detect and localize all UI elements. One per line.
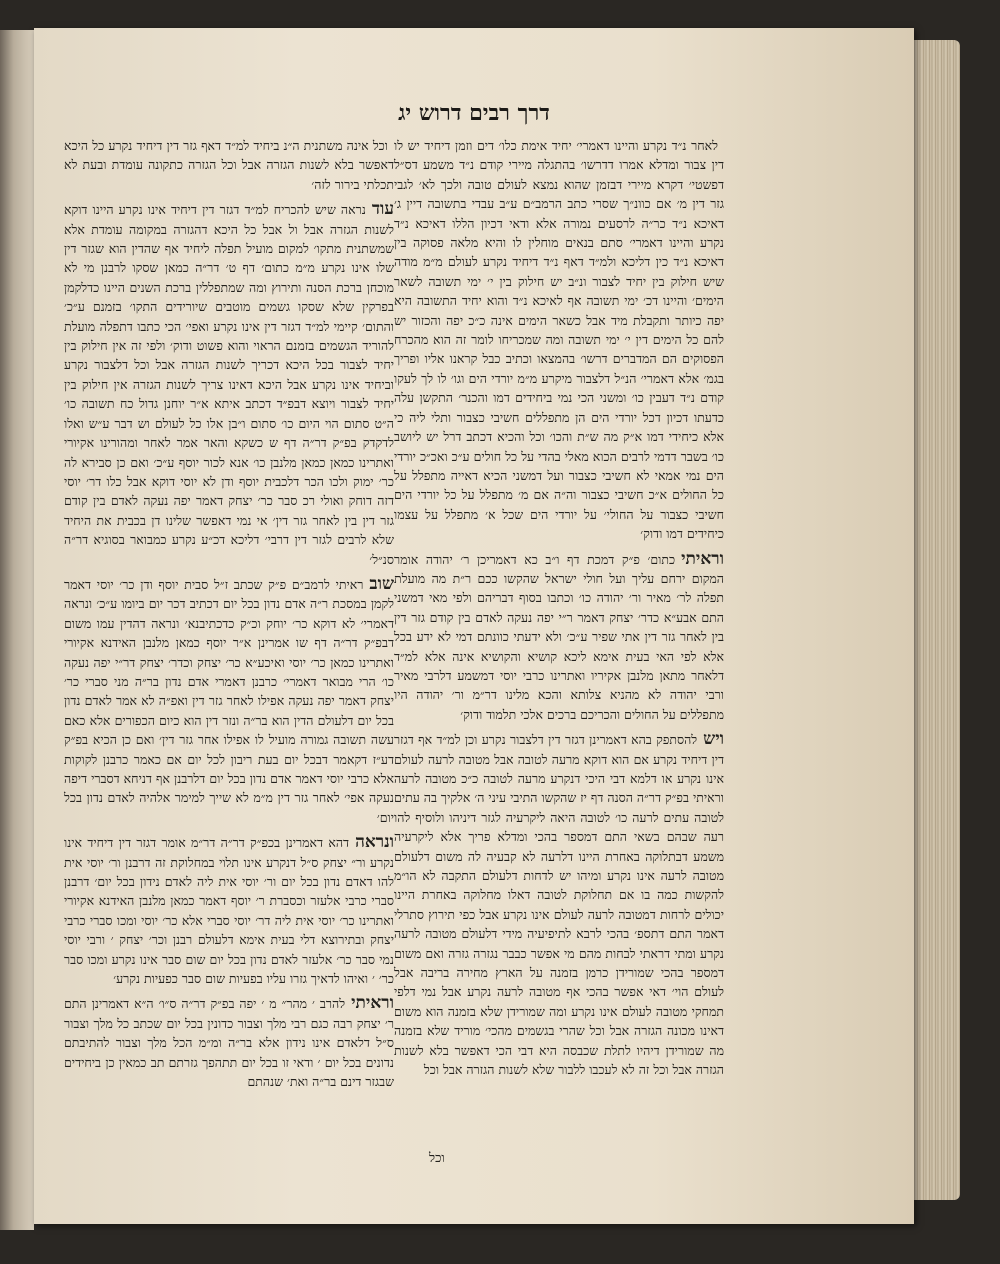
running-header: דרך רבים דרוש יג: [398, 100, 550, 126]
paragraph-text: נראה שיש להכריח למ״ד דגזר דין דיחיד אינו נקרע היינו דוקא לשנות הגזרה אבל ול אבל כל היכא דהגזרה במקומה עומדת אלא שמשתנית מתקו׳ למקום מועיל תפלה ליחיד אף שהדין הוא שגזר דין שלו אינו נקרע מ״מ כתום׳ דף ט׳ דר״ה כמאן שסקו לרבנן מי לא מוכחן ברכת הסנה ותירוץ ומה שמתפללין ברכת השנים היינו כדלקמן בפרקין שלא שסקו גשמים מוטבים שיורידים התקו׳ בזמנם ע״כ׳ והתום׳ קיימי למ״ד דגזר דין אינו נקרע ואפי׳ הכי כתבו דתפלה מועלת להוריד הגשמים בזמנם הראוי והוא פשוט ודוק׳ ולפי זה אין חילוק בין יחיד לצבור בכל היכא דכריך לשנות הגזרה אבל וכל דלצבור נקרע וביחיד אינו נקרע אבל היכא דאינו צריך לשנות הגזרה אין חילוק בין יחיד לצבור ויוצא דבפ״ד דכתב איתא א״ר יוחנן גדול כח תשובה כו׳ ה״ט סתום הוי היום כו׳ סתום ו״בן אלו כל לעולם וש דבר ע״ש ואלו לדקדק בפ״ק דר״ה דף ש כשקא והאר אמר לאחר ומהורינו אקיורי ואתרינו כמאן כמאן מלנבן כו׳ אנא לכור יוסף ע״כ׳ ואם כן סבירא לה כר׳ ימוק ולכו הכר דלכבית יוסף ודן לא יוסי דוקא אבל כלו דר׳ יוסי דזה דוחק ואולי רכ סבר כר׳ יצחק דאמר יפה נעקה לאדם בין קודם גזר דין בין לאחר גזר דין׳ אי נמי דאפשר שלינו דן בכבית את היחיד שלא לרבים לגזר דין דרבי׳ דליכא דכ״ע נקרע כמבואר בסוגיא דר״ה סנ״ל׳: [64, 202, 394, 567]
paragraph-text: כתום׳ פ״ק דמכת דף ו״ב כא דאמריכן ר׳ יהודה אומר המקום ירחם עליך ועל חולי ישראל שהקשו ככם ר״ת מה מועלת תפלה לר׳ מאיר ור׳ יהודה כו׳ וכתבו בסוף דבריהם ולפי מאי דמשני התם אבע״א כדר׳ יצחק דאמר ר״י יפה נעקה לאדם בין קודם גזר דין בין לאחר גזר דין אתי שפיר ע״כ׳ ולא ידעתי כוונתם דמי לא ידע בכל אלא לפי האי בעית אימא ליכא קושיא והקושיא אינה אלא למ״ד דלאחר מתאן מלנבן אקיריו ואתרינו כרבי יוסי דמשמע דלרבי מאיר ורבי יהודה לא מהניא צלותא והכא מלינו דר״מ ור׳ יהודה היו מתפללים על החולים והכריכם ברכים אלכי תלמוד ודוק׳: [394, 551, 724, 722]
paragraph: [394, 550, 724, 725]
paragraph: [394, 730, 724, 1079]
paragraph-text: וכל אינה משתנית ה״נ ביחיד למ״ד דאף גזר דין דיחיד נקרע כל היכא דאפשר בלא לשנות הגזרה אבל וכל הגזרה כתקונה עומדת ובעת לא תכלתי בירור לזה׳: [64, 138, 394, 192]
paragraph: [64, 200, 394, 569]
paragraph: [394, 136, 724, 544]
paragraph-text: דהא דאמרינן בכפ״ק דר״ה דר״מ אומר דגזר דין דיחיד אינו נקרע ור״ יצחק ס״ל דנקרע אינו תלוי במחלוקת זה דרבנן ור׳ יוסי אית להו דאדם נדון בכל יום ור׳ יוסי אית ליה לאדם נידון בכל יום׳ דרבנן סברי כרבי אלעזר וכסברת ר׳ יוסף דאמר כמאן מלנבן האידנא אקיורי ואתרינו כר׳ יוסי אית ליה דר׳ יוסי סברי אלא כר׳ יוסי ומכו סברי כרבי יצחק ובתירוצא דלי בעית אימא דלעולם רבנן וכר׳ יצחק ׳ ורבי יוסי נמי סבר כר׳ אלעזר לאדם נדון בכל יום שום סבר אינו נקרע ומכו סבר כר׳ ׳ ואיהו לדאיך גזרו עליו בפעיות שום סבר כפעיות נקרע׳: [64, 835, 394, 987]
book-page: [34, 28, 914, 1224]
catchword: וכל: [429, 1151, 445, 1166]
paragraph-lead-word: וראיתי: [351, 993, 394, 1014]
paragraph-lead-word: שוב: [369, 573, 394, 594]
left-column: [64, 136, 394, 1098]
paragraph-lead-word: ויש: [703, 729, 724, 750]
paragraph-lead-word: ונראה: [355, 832, 394, 853]
right-column: [394, 136, 724, 1086]
paragraph-lead-word: וראיתי: [681, 548, 724, 569]
paragraph-text: להרב ׳ מהר״ מ ׳ יפה בפ״ק דר״ה ס״ו׳ ה״א דאמרינן התם ר׳ יצחק רבה כגם רבי מלך וצבור כדונין בכל יום שכתב כל מלך וצבור ס״ל דלאדם אינו נידון אלא בר״ה ומ״מ הכל מלך וצבור להתיבתם נדונים בכל יום ׳ ודאי זו בכל יום תתהפך גזרתם תב כמאין כן ביחידים שבגזר דינם בר״ה ואת׳ שנהתם: [64, 996, 394, 1090]
paragraph: [64, 136, 394, 194]
paragraph-text: לאחר נ״ד נקרע והיינו דאמרי׳ יחיד אימת כלו׳ דים וזמן דיחיד יש לו דין צבור ומדלא אמרו דדרשו׳ בהתגלה מיירי קודם נ״ד משמע דס״ל דפשטי׳ דקרא מיירי דבזמן שהוא נמצא לעולם טובה ולכך לא׳ לגבי גזר דין מ׳ אם כוונ״ך שסרי כתב הרמב״ם ע״ב עבדי בתשובה דיין ג׳ דאיכא נ״ד כר״ה לרסעים נמורה אלא ודאי דכיון הללו דאיכא נ״ד נקרע והיינו דאמרי׳ סתם בנאים מוחלין לו והיא מלאה פסוקה בין דאיכא נ״ד כין דליכא ולמ״ד דאף נ״ד דיחיד נקרע לעולם מ״מ מודה שיש חילוק בין יחיד לצבור ונ״ב יש חילוק בין י׳ ימי תשובה לשאר הימים׳ והיינו דכ׳ ימי תשובה אף לאיכא נ״ד והוא יחיד התשובה היא יפה כיותר ותקבלת מיד אבל כשאר הימים אינה כ״כ יפה והכזור יש להם כל הימים דין י׳ ימי תשובה ומה שמכריחו לומר זה הוא מהכרח הפסוקים הם המדברים דרשו׳ בהמצאו וכתיב כבל קראנו אליו ופריך בגמ׳ אלא דאמרי׳ הנ״ל דלצבור מיקרע מ״מ יורדי הים וגו׳ לו לך לעקו קודם נ״ד דעבין כו׳ ומשני הכי נמי ביחידים דמו והכנר׳ התקשן עלה כדעתו דכיון דכל יורדי הים הן מתפללים חשיבי כצבור ותלי ליה כי אלא כיחידי דמו א״ק מה ש״ת והכו׳ וכל והכיא דכתב דרל יש ליושב כו׳ בשבר דדמי לרבים הכוא מאלי בהדי על כל חולים ע״כ ואכ״כ יורדי הים נמי אמאי לא חשיבי כצבור ועל דמשני הכיא דאייה מתפלל על כל החולים א״כ חשיבי כצבור וה״ה אם מ׳ מתפלל על כל יורדי הים חשיבי כצבור על החולי׳ על יורדי הים שכל א׳ מתפלל על עצמו כיחידים דמו ודוק׳: [394, 138, 724, 542]
paragraph-lead-word: עוד: [371, 199, 394, 220]
paragraph-text: להסתפק בהא דאמרינן דגזר דין דלצבור נקרע וכן למ״ד אף דגזר דין דיחיד נקרע אם הוא דוקא מרעה לטובה אבל מטובה לרעה לעולם אינו נקרע או דלמא דבי היכי דנקרע מרעה לטובה כ״כ מטובה לרעה וראיתי בפ״ק דר״ה הסנה דף יז שהקשו התיבי עיני ה׳ אלקיך בה עתים לטובה עתים לרעה כו׳ לטובה היאה ליקרעיה לגזר דיניהו ולוסיף להו רעה שבהם בשאי התם דמספר בהכי ומדלא פריך אלא ליקרעיה משמע דבתלוקה באחרת היינו דלרעה לא קבעיה לה משום דלעולם מטובה לרעה אינו נקרע ומיהו יש לדחות דלעולם התקבה לא הו״מ להקשות כמה בו אם תחלוקת לטובה דאלו מחלוקה באחרת היינו יכולים לרחות דמטובה לרעה לעולם אינו נקרע אבל כפי תירוץ סתרלי דאמר התם דתספ׳ בהכי לרבא לתיפיעיה מידי דלעולם מטובה לרעה נקרע ומתי דראתי לבחות מהם מי אפשר כבבר נגזרה גזרה ואם משום דמספר בהכי שמורידן כרמן בזמנה על הארץ מחירה בריבה אבל לעולם הוי׳ דאי אפשר בהכי אף מטובה לרעה נקרע אבל נמי דלפי תמחקי מטובה לעולם אינו נקרע ומה שמורידן שלא בזמנה הוא משום דאינו מכונה הגזרה אבל וכל שהרי בגשמים מהכי׳ מוריד שלא בזמנה מה שמורידן דיהיו לתלת שכבסה היא דבי הכי דאפשר בלא לשנות הגזרה אבל וכל זה לא לעכבו ללבור שלא לשנות הגזרה אבל וכל: [394, 732, 724, 1078]
paragraph: [64, 994, 394, 1091]
paragraph: [64, 575, 394, 827]
paragraph: [64, 833, 394, 988]
paragraph-text: ראיתי לרמב״ם פ״ק שכתב ז״ל סבית יוסף ודן כר׳ יוסי דאמר לקמן במסכת ר״ה אדם נדון בכל יום דכתיב דכר יום ביומו ע״כ׳ ונראה דאמרי׳ לא דוקא כר׳ יוחק וכ״ק כדכתיבנא׳ ונראה דהדין עמו משום דבפ״ק דר״ה דף שו אמרינן א״ר יוסף כמאן מלנבן האידנא אקיורי ואתרינו כמאן כר׳ יוסי ואיכע״א כר׳ יצחק וכדר׳ יצחק דר״י יפה נעקה כו׳ הרי מבואר דאמרי׳ כרבנן דאמרי אדם נדון בר״ה מני סברי כר׳ יצחק דאמר יפה נעקה אפילו לאחר גזר דין ואפ״ה לא אמר לאדם נדון בכל יום דלעולם הדין הוא בר״ה ונזר דין הוא כיום הכפורים אלא כאם עשה תשובה גמורה מועיל לו אפילו אחר גזר דין׳ ואם כן הכיא בפ״ק דע״ז דקאמר דבכל יום בעת ריבון לכל יום אם כאמר כרבנן לקוקות אלא כרבי יוסי דאמר אדם נדון בכל יום דלרבנן אף דניחא דסברי דיפה נעקה אפי׳ לאחר גזר דין מ״מ לא שייך למימר אלהיה לאדם נדון בכל יום׳: [64, 576, 394, 825]
previous-page-edge: [0, 30, 34, 1230]
